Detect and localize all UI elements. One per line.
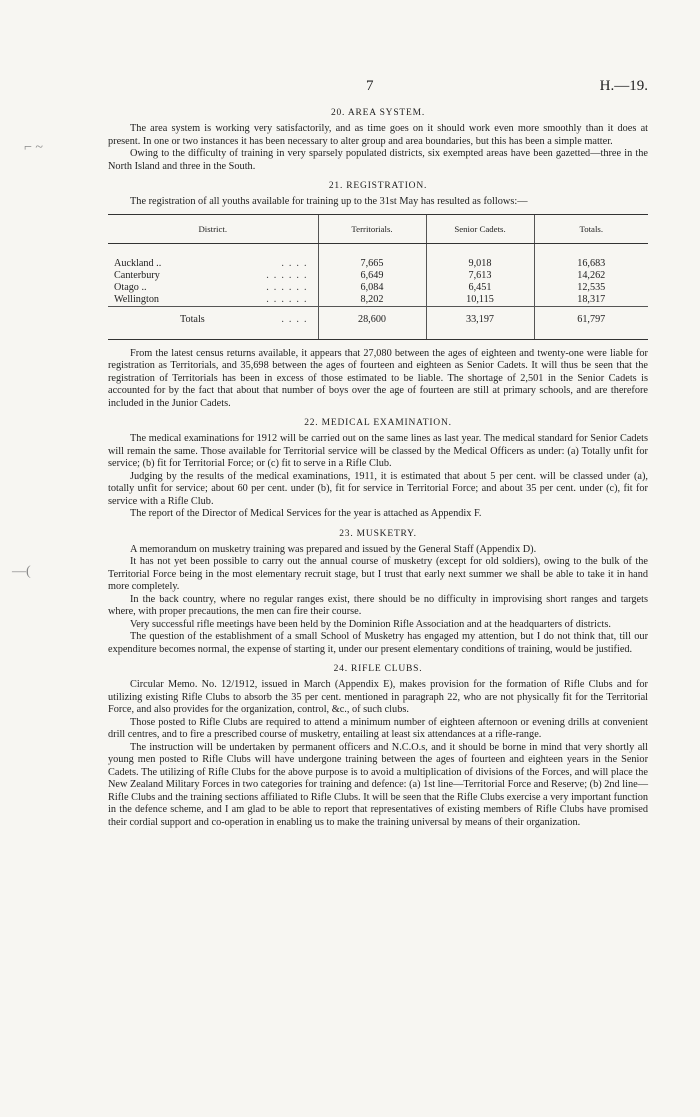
senior-cadets-cell: 7,613 <box>426 270 534 282</box>
district-cell: Auckland .. .... <box>114 257 312 269</box>
district-cell: Canterbury ...... <box>114 269 312 281</box>
district-cell: Wellington ...... <box>114 293 312 305</box>
column-header: Totals. <box>534 214 648 243</box>
paragraph: Circular Memo. No. 12/1912, issued in March (Appendix E), makes provision for the formation of Rifle Clubs and for utilizing existing Rifle Clubs to absorb the 35 per cent. mentioned in paragraph 22, who are not physically fit for the Territorial Force, and also provides for the organization, control, &c., of such clubs. <box>108 679 648 715</box>
totals-cell: 16,683 <box>534 258 648 270</box>
paragraph: Very successful rifle meetings have been held by the Dominion Rifle Association and at the headquarters of districts. <box>130 618 611 630</box>
totals-cell: 18,317 <box>534 294 648 307</box>
paragraph: The report of the Director of Medical Services for the year is attached as Appendix F. <box>130 508 482 519</box>
section-title-rifle-clubs: 24. RIFLE CLUBS. <box>333 664 423 674</box>
territorials-total: 28,600 <box>318 306 426 333</box>
paragraph: The instruction will be undertaken by permanent officers and N.C.O.s, and it should be borne in mind that very shortly all young men posted to Rifle Clubs will have undergone training between the ages of fourteen and eighteen years in the Senior Cadets. The utilizing of Rifle Clubs for the above purpose is to avoid a multiplication of divisions of the Forces, and will place the New Zealand Military Forces in two categories for training and defence: (a) 1st line—Territorial Force and Reserve; (b) 2nd line—Rifle Clubs and the training sections affiliated to Rifle Clubs. It will be seen that the Rifle Clubs exercise a very important function in the defence scheme, and I am glad to be able to report that representatives of existing members of Rifle Clubs have promised their cordial support and co-operation in enabling us to make the training universal by means of their organization. <box>108 741 648 828</box>
table-row <box>108 294 648 307</box>
section-title-area-system: 20. AREA SYSTEM. <box>330 108 426 118</box>
grand-total: 61,797 <box>534 306 648 333</box>
paragraph: Those posted to Rifle Clubs are required to attend a minimum number of eighteen afternoon or evening drills at convenient drill centres, and to fire a prescribed course of musketry, entailing at least six attendances at a rifle-range. <box>108 716 648 740</box>
paragraph: The area system is working very satisfactorily, and as time goes on it should work even more smoothly than it does at present. In one or two instances it has been necessary to alter group and area boundaries, but this has been a simple matter. <box>108 123 648 147</box>
paragraph: The registration of all youths available for training up to the 31st May has resulted as follows:— <box>130 196 528 207</box>
paragraph: The question of the establishment of a small School of Musketry has engaged my attention, but I do not think that, till our expenditure becomes normal, the expense of starting it, under our present elementary conditions of training, would be justified. <box>108 631 648 655</box>
paragraph: In the back country, where no regular ranges exist, there should be no difficulty in improvising short ranges and targets where, with proper precautions, the men can fire their course. <box>108 593 648 617</box>
registration-table <box>108 214 648 340</box>
column-header: District. <box>108 214 318 243</box>
page-number: 7 <box>366 78 374 94</box>
table-header-row <box>108 214 648 243</box>
totals-cell: 12,535 <box>534 282 648 294</box>
paragraph: Judging by the results of the medical examinations, 1911, it is estimated that about 5 per cent. will be classed under (a), totally unfit for service; about 60 per cent. under (b), fit for service in Territorial Force; and about 35 per cent. under (c), fit for service with a Rifle Club. <box>108 470 648 507</box>
table-bottom <box>108 333 648 340</box>
paragraph: It has not yet been possible to carry out the annual course of musketry (except for old soldiers), owing to the bulk of the Territorial Force being in the most elementary recruit stage, but I trust that early next summer we shall be able to take it in hand more completely. <box>108 556 648 592</box>
margin-mark: —( <box>12 564 31 579</box>
table-spacer <box>108 243 648 258</box>
table-row <box>108 258 648 270</box>
page-header <box>108 78 648 100</box>
totals-label-cell: Totals .... <box>108 306 318 333</box>
table-row <box>108 282 648 294</box>
paragraph: The medical examinations for 1912 will be carried out on the same lines as last year. The medical standard for Senior Cadets will remain the same. Those available for Territorial service will be classed by the Medical Officers as under: (a) Totally unfit for service; (b) fit for Territorial Force; or (c) fit to serve in a Rifle Club. <box>108 433 648 469</box>
document-code: H.—19. <box>599 78 648 94</box>
senior-cadets-cell: 6,451 <box>426 282 534 294</box>
paragraph: From the latest census returns available, it appears that 27,080 between the ages of eighteen and twenty-one were liable for registration as Territorials, and 35,698 between the ages of fourteen and eighteen as Senior Cadets. It will thus be seen that the registration of Territorials has been in excess of those estimated to be liable. The shortage of 2,501 in the Senior Cadets is accounted for by the fact that about that number of boys over the age of fourteen are still at primary schools, and are therefore included in the Junior Cadets. <box>108 347 648 409</box>
column-header: Territorials. <box>318 214 426 243</box>
document-page <box>108 78 648 829</box>
margin-mark: ⌐ ~ <box>24 140 43 155</box>
territorials-cell: 7,665 <box>318 258 426 270</box>
paragraph: Owing to the difficulty of training in very sparsely populated districts, six exempted areas have been gazetted—three in the North Island and three in the South. <box>108 148 648 172</box>
totals-cell: 14,262 <box>534 270 648 282</box>
section-title-registration: 21. REGISTRATION. <box>328 181 428 191</box>
table-totals-row <box>108 306 648 333</box>
district-cell: Otago .. ...... <box>114 281 312 293</box>
territorials-cell: 8,202 <box>318 294 426 307</box>
territorials-cell: 6,649 <box>318 270 426 282</box>
senior-cadets-cell: 9,018 <box>426 258 534 270</box>
table-row <box>108 270 648 282</box>
paragraph: A memorandum on musketry training was prepared and issued by the General Staff (Appendix D). <box>130 543 537 555</box>
senior-cadets-cell: 10,115 <box>426 294 534 307</box>
section-title-medical-examination: 22. MEDICAL EXAMINATION. <box>304 418 452 428</box>
section-title-musketry: 23. MUSKETRY. <box>339 528 417 539</box>
senior-cadets-total: 33,197 <box>426 306 534 333</box>
column-header: Senior Cadets. <box>426 214 534 243</box>
territorials-cell: 6,084 <box>318 282 426 294</box>
